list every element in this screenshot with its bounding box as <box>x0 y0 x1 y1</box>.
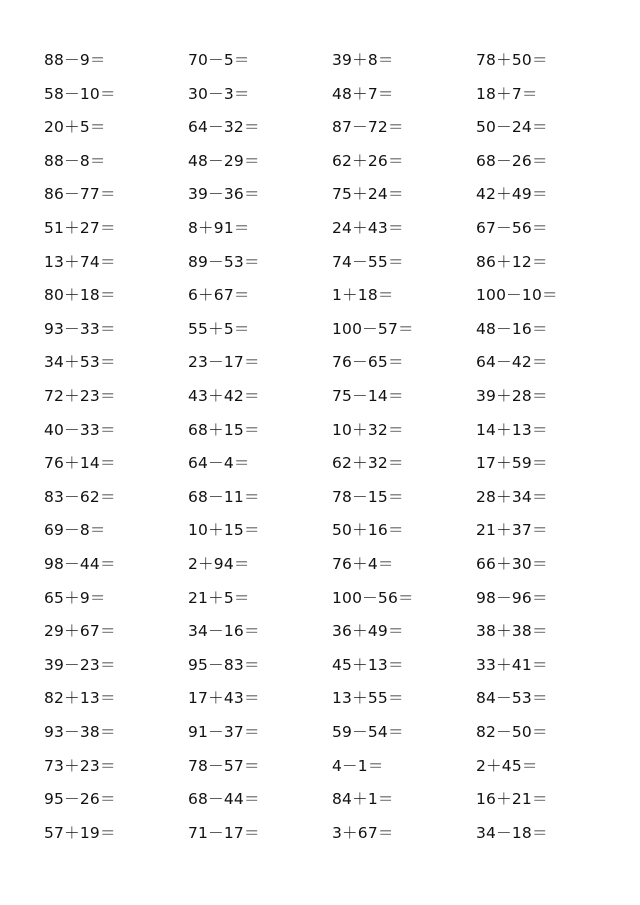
arithmetic-problem: 2＋45＝ <box>476 756 538 775</box>
arithmetic-problem: 76＋14＝ <box>44 454 116 473</box>
arithmetic-problem: 78－15＝ <box>332 487 404 506</box>
arithmetic-problem: 89－53＝ <box>188 252 260 271</box>
arithmetic-problem: 62＋32＝ <box>332 454 404 473</box>
arithmetic-problem: 70－5＝ <box>188 51 250 70</box>
arithmetic-problem: 1＋18＝ <box>332 286 394 305</box>
arithmetic-problem: 65＋9＝ <box>44 588 106 607</box>
arithmetic-problem: 28＋34＝ <box>476 487 548 506</box>
arithmetic-problem: 3＋67＝ <box>332 823 394 842</box>
arithmetic-problem: 71－17＝ <box>188 823 260 842</box>
arithmetic-problem: 58－10＝ <box>44 84 116 103</box>
arithmetic-problem: 75＋24＝ <box>332 185 404 204</box>
arithmetic-problem: 57＋19＝ <box>44 823 116 842</box>
arithmetic-problem: 62＋26＝ <box>332 151 404 170</box>
arithmetic-problem: 95－83＝ <box>188 655 260 674</box>
arithmetic-problem: 88－8＝ <box>44 151 106 170</box>
arithmetic-problem: 100－10＝ <box>476 286 558 305</box>
arithmetic-problem: 64－32＝ <box>188 118 260 137</box>
arithmetic-problem: 64－4＝ <box>188 454 250 473</box>
arithmetic-problem: 72＋23＝ <box>44 386 116 405</box>
arithmetic-problem: 38＋38＝ <box>476 622 548 641</box>
arithmetic-problem: 74－55＝ <box>332 252 404 271</box>
arithmetic-problem: 20＋5＝ <box>44 118 106 137</box>
arithmetic-problem: 95－26＝ <box>44 790 116 809</box>
arithmetic-problem: 66＋30＝ <box>476 554 548 573</box>
arithmetic-problem: 34－18＝ <box>476 823 548 842</box>
arithmetic-problem: 87－72＝ <box>332 118 404 137</box>
arithmetic-problem: 55＋5＝ <box>188 319 250 338</box>
arithmetic-problem: 84＋1＝ <box>332 790 394 809</box>
arithmetic-problem: 51＋27＝ <box>44 219 116 238</box>
arithmetic-problem: 23－17＝ <box>188 353 260 372</box>
arithmetic-problem: 76－65＝ <box>332 353 404 372</box>
arithmetic-problem: 64－42＝ <box>476 353 548 372</box>
arithmetic-problem-grid <box>44 44 620 850</box>
arithmetic-problem: 86＋12＝ <box>476 252 548 271</box>
arithmetic-problem: 50＋16＝ <box>332 521 404 540</box>
arithmetic-problem: 78＋50＝ <box>476 51 548 70</box>
arithmetic-problem: 21＋37＝ <box>476 521 548 540</box>
arithmetic-problem: 6＋67＝ <box>188 286 250 305</box>
arithmetic-problem: 30－3＝ <box>188 84 250 103</box>
arithmetic-problem: 40－33＝ <box>44 420 116 439</box>
arithmetic-problem: 2＋94＝ <box>188 554 250 573</box>
arithmetic-problem: 34＋53＝ <box>44 353 116 372</box>
arithmetic-problem: 82－50＝ <box>476 722 548 741</box>
arithmetic-problem: 29＋67＝ <box>44 622 116 641</box>
arithmetic-problem: 24＋43＝ <box>332 219 404 238</box>
arithmetic-problem: 39－36＝ <box>188 185 260 204</box>
arithmetic-problem: 80＋18＝ <box>44 286 116 305</box>
arithmetic-problem: 48＋7＝ <box>332 84 394 103</box>
arithmetic-problem: 76＋4＝ <box>332 554 394 573</box>
arithmetic-problem: 10＋32＝ <box>332 420 404 439</box>
arithmetic-problem: 93－33＝ <box>44 319 116 338</box>
arithmetic-problem: 39＋8＝ <box>332 51 394 70</box>
arithmetic-problem: 10＋15＝ <box>188 521 260 540</box>
arithmetic-problem: 78－57＝ <box>188 756 260 775</box>
arithmetic-problem: 21＋5＝ <box>188 588 250 607</box>
arithmetic-problem: 100－56＝ <box>332 588 414 607</box>
arithmetic-problem: 75－14＝ <box>332 386 404 405</box>
arithmetic-problem: 83－62＝ <box>44 487 116 506</box>
arithmetic-problem: 68＋15＝ <box>188 420 260 439</box>
arithmetic-problem: 34－16＝ <box>188 622 260 641</box>
arithmetic-problem: 48－16＝ <box>476 319 548 338</box>
arithmetic-problem: 4－1＝ <box>332 756 384 775</box>
arithmetic-problem: 50－24＝ <box>476 118 548 137</box>
arithmetic-problem: 59－54＝ <box>332 722 404 741</box>
arithmetic-problem: 98－96＝ <box>476 588 548 607</box>
arithmetic-problem: 69－8＝ <box>44 521 106 540</box>
arithmetic-problem: 82＋13＝ <box>44 689 116 708</box>
arithmetic-problem: 16＋21＝ <box>476 790 548 809</box>
arithmetic-problem: 17＋59＝ <box>476 454 548 473</box>
arithmetic-problem: 8＋91＝ <box>188 219 250 238</box>
arithmetic-problem: 14＋13＝ <box>476 420 548 439</box>
arithmetic-problem: 98－44＝ <box>44 554 116 573</box>
arithmetic-problem: 43＋42＝ <box>188 386 260 405</box>
arithmetic-problem: 67－56＝ <box>476 219 548 238</box>
arithmetic-problem: 18＋7＝ <box>476 84 538 103</box>
arithmetic-problem: 45＋13＝ <box>332 655 404 674</box>
arithmetic-problem: 68－44＝ <box>188 790 260 809</box>
arithmetic-problem: 42＋49＝ <box>476 185 548 204</box>
arithmetic-problem: 86－77＝ <box>44 185 116 204</box>
arithmetic-problem: 100－57＝ <box>332 319 414 338</box>
arithmetic-problem: 68－26＝ <box>476 151 548 170</box>
arithmetic-problem: 91－37＝ <box>188 722 260 741</box>
arithmetic-problem: 88－9＝ <box>44 51 106 70</box>
arithmetic-problem: 36＋49＝ <box>332 622 404 641</box>
arithmetic-problem: 93－38＝ <box>44 722 116 741</box>
arithmetic-problem: 33＋41＝ <box>476 655 548 674</box>
arithmetic-problem: 68－11＝ <box>188 487 260 506</box>
arithmetic-problem: 48－29＝ <box>188 151 260 170</box>
arithmetic-problem: 17＋43＝ <box>188 689 260 708</box>
arithmetic-problem: 84－53＝ <box>476 689 548 708</box>
arithmetic-problem: 39－23＝ <box>44 655 116 674</box>
arithmetic-problem: 73＋23＝ <box>44 756 116 775</box>
arithmetic-problem: 39＋28＝ <box>476 386 548 405</box>
arithmetic-problem: 13＋74＝ <box>44 252 116 271</box>
arithmetic-problem: 13＋55＝ <box>332 689 404 708</box>
